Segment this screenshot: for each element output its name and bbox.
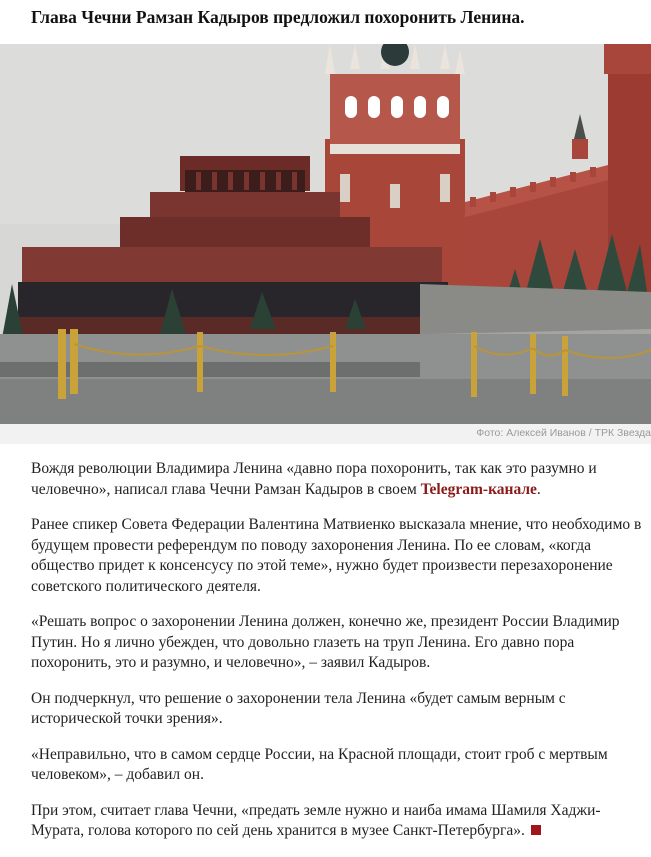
paragraph-1 bbox=[31, 459, 643, 500]
photo-credit: Фото: Алексей Иванов / ТРК Звезда bbox=[476, 427, 651, 439]
end-of-article-icon bbox=[531, 825, 541, 835]
paragraph-1-text: Вождя революции Владимира Ленина «давно пора похоронить, так как это разумно и человечно», написал глава Чечни Рамзан Кадыров в своем bbox=[31, 460, 597, 498]
article-headline: Глава Чечни Рамзан Кадыров предложил похоронить Ленина. bbox=[31, 7, 525, 27]
paragraph-1-end: . bbox=[536, 480, 541, 498]
paragraph-5: «Неправильно, что в самом сердце России, на Красной площади, стоит гроб с мертвым человеком», – добавил он. bbox=[31, 745, 608, 783]
mausoleum-photo bbox=[0, 44, 651, 424]
article-photo-block bbox=[0, 44, 651, 444]
telegram-channel-link[interactable]: Telegram-канале bbox=[420, 480, 537, 498]
paragraph-4: Он подчеркнул, что решение о захоронении тела Ленина «будет самым верным с исторической точки зрения». bbox=[31, 689, 566, 727]
article-body bbox=[31, 459, 643, 857]
paragraph-2: Ранее спикер Совета Федерации Валентина Матвиенко высказала мнение, что необходимо в будущем провести референдум по поводу захоронения Ленина. По ее словам, «когда общество придет к консенсусу по этой теме», нужно будет произвести перезахоронение советского политического деятеля. bbox=[31, 516, 642, 595]
paragraph-6 bbox=[31, 801, 643, 842]
paragraph-3: «Решать вопрос о захоронении Ленина должен, конечно же, президент России Владимир Путин. Но я лично убежден, что довольно глазеть на труп Ленина. Его давно пора похоронить, это и разумно, и человечно», – заявил Кадыров. bbox=[31, 613, 620, 671]
paragraph-6-text: При этом, считает глава Чечни, «предать земле нужно и наиба имама Шамиля Хаджи-Мурата, голова которого по сей день хранится в музее Санкт-Петербурга». bbox=[31, 801, 601, 839]
